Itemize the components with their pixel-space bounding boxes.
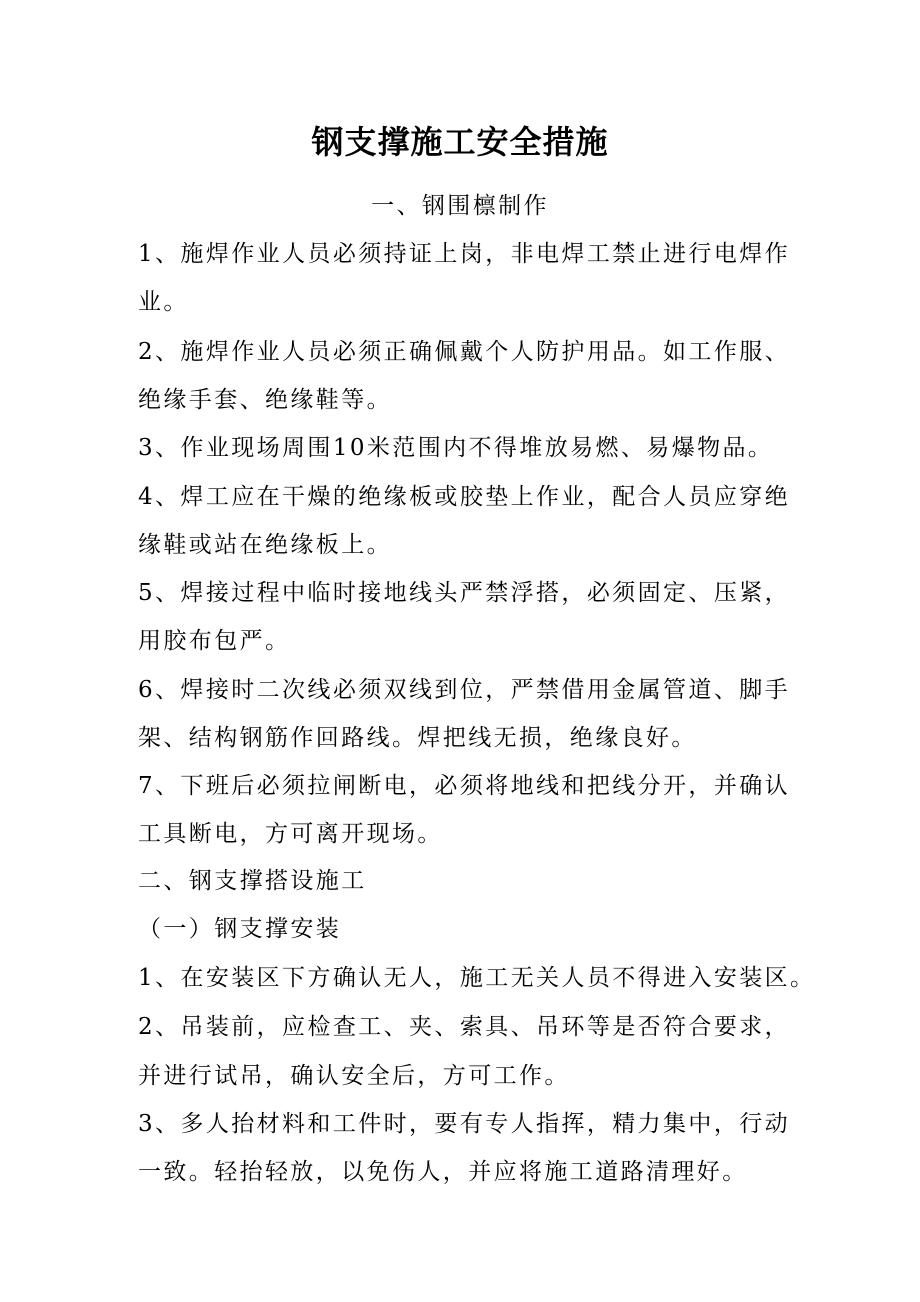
paragraph-line: 缘鞋或站在绝缘板上。 (138, 532, 392, 558)
paragraph-line: 3、多人抬材料和工件时，要有专人指挥，精力集中，行动 (138, 1111, 791, 1137)
paragraph-line: 6、焊接时二次线必须双线到位，严禁借用金属管道、脚手 (138, 677, 791, 703)
document-title: 钢支撑施工安全措施 (311, 123, 609, 161)
section-heading-2: 二、钢支撑搭设施工 (138, 868, 367, 894)
paragraph-line: 工具断电，方可离开现场。 (138, 821, 443, 847)
paragraph-line: 3、作业现场周围10米范围内不得堆放易燃、易爆物品。 (138, 435, 774, 461)
paragraph-line: 架、结构钢筋作回路线。焊把线无损，绝缘良好。 (138, 725, 697, 751)
paragraph-line: 5、焊接过程中临时接地线头严禁浮搭，必须固定、压紧， (138, 580, 791, 606)
paragraph-line: 绝缘手套、绝缘鞋等。 (138, 387, 392, 413)
paragraph-line: 业。 (138, 289, 189, 315)
paragraph-line: 2、吊装前，应检查工、夹、索具、吊环等是否符合要求， (138, 1014, 791, 1040)
paragraph-line: 7、下班后必须拉闸断电，必须将地线和把线分开，并确认 (138, 773, 791, 799)
paragraph-line: 1、在安装区下方确认无人，施工无关人员不得进入安装区。 (138, 965, 816, 991)
subsection-heading: （一）钢支撑安装 (138, 916, 342, 942)
paragraph-line: 并进行试吊，确认安全后，方可工作。 (138, 1063, 570, 1089)
paragraph-line: 用胶布包严。 (138, 628, 291, 654)
paragraph-line: 1、施焊作业人员必须持证上岗，非电焊工禁止进行电焊作 (138, 241, 791, 267)
paragraph-line: 4、焊工应在干燥的绝缘板或胶垫上作业，配合人员应穿绝 (138, 484, 791, 510)
section-heading-1: 一、钢围檩制作 (371, 193, 549, 219)
paragraph-line: 一致。轻抬轻放，以免伤人，并应将施工道路清理好。 (138, 1159, 748, 1185)
paragraph-line: 2、施焊作业人员必须正确佩戴个人防护用品。如工作服、 (138, 339, 791, 365)
